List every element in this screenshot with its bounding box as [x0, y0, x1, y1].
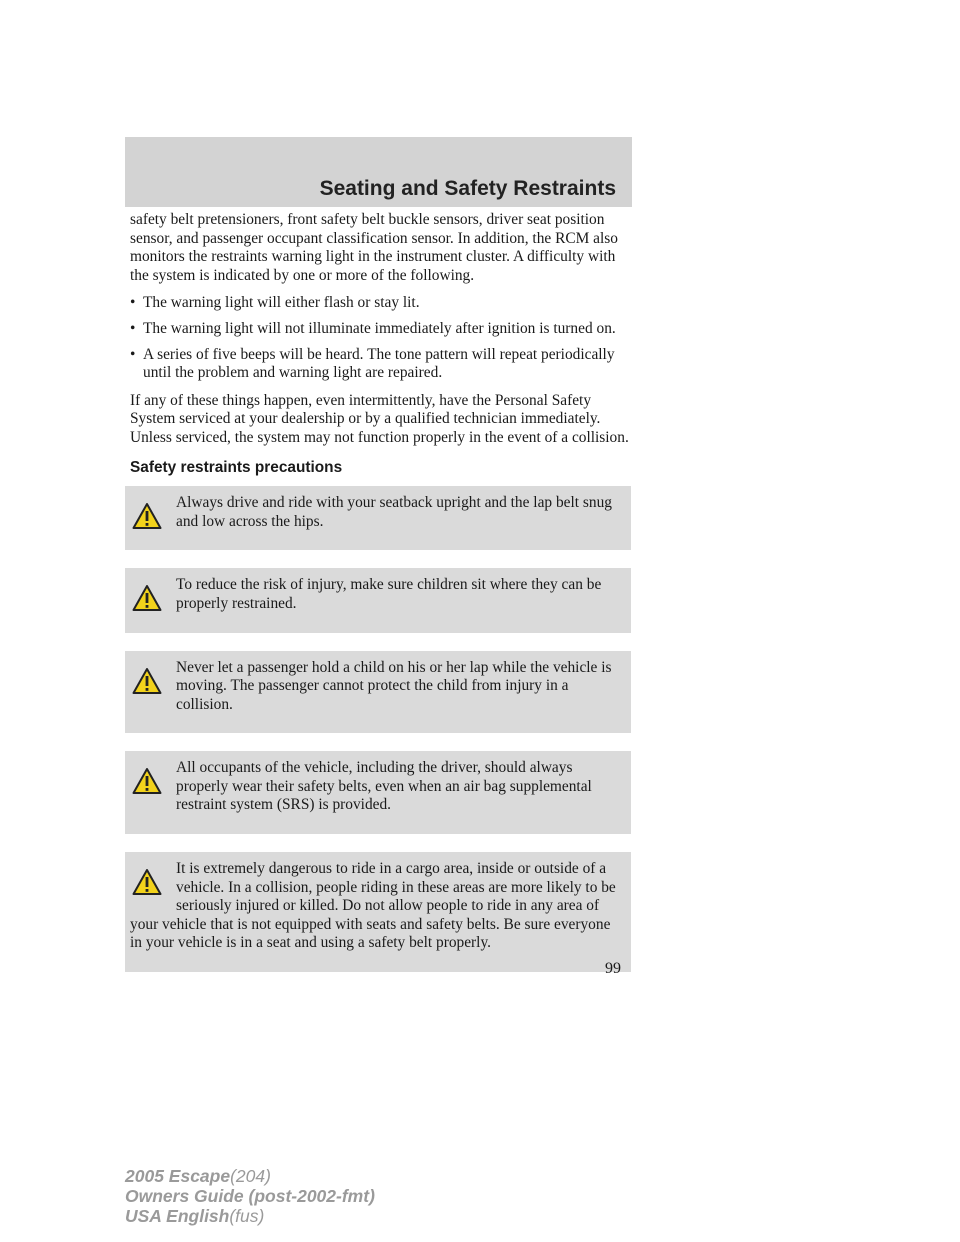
warning-triangle-icon — [132, 868, 162, 898]
warning-text: It is extremely dangerous to ride in a cargo area, inside or outside of a vehicle. In a collision, people riding in these areas are more likely to be seriously injured or killed. Do not allow people to ride in any area of your vehicle that is not equipped with seats and safety belts. Be sure everyone in your vehicle is in a seat and using a safety belt properly. — [130, 860, 616, 952]
footer-model: 2005 Escape — [125, 1166, 231, 1186]
bullet-list — [130, 294, 630, 382]
bullet-text: The warning light will not illuminate immediately after ignition is turned on. — [143, 319, 616, 337]
warning-box — [125, 486, 631, 550]
footer-line-guide — [125, 1186, 375, 1206]
bullet-symbol: • — [130, 294, 136, 312]
footer-language-code: (fus) — [229, 1206, 265, 1226]
bullet-symbol: • — [130, 345, 136, 363]
header-band — [125, 137, 632, 207]
bullet-text: A series of five beeps will be heard. The tone pattern will repeat periodically until the problem and warning light are repaired. — [143, 345, 615, 382]
footer-line-model — [125, 1166, 375, 1186]
warning-text: Always drive and ride with your seatback upright and the lap belt snug and low across the hips. — [176, 494, 612, 530]
warning-text: Never let a passenger hold a child on his or her lap while the vehicle is moving. The passenger cannot protect the child from injury in a collision. — [176, 658, 612, 713]
footer-line-language — [125, 1206, 375, 1226]
section-title: Seating and Safety Restraints — [319, 177, 616, 200]
document-footer — [125, 1166, 375, 1226]
service-paragraph: If any of these things happen, even intermittently, have the Personal Safety System serviced at your dealership or by a qualified technician immediately. Unless serviced, the system may not function properly in the event of a collision. — [130, 391, 629, 446]
footer-model-code: (204) — [230, 1166, 271, 1186]
warning-box — [125, 751, 631, 834]
bullet-item — [130, 320, 630, 339]
warning-triangle-icon — [132, 767, 162, 797]
warning-triangle-icon — [132, 502, 162, 532]
warning-text: All occupants of the vehicle, including the driver, should always properly wear their safety belts, even when an air bag supplemental restraint system (SRS) is provided. — [176, 759, 592, 814]
footer-language: USA English — [125, 1206, 230, 1226]
footer-guide: Owners Guide (post-2002-fmt) — [125, 1186, 375, 1206]
intro-paragraph: safety belt pretensioners, front safety belt buckle sensors, driver seat position sensor, and passenger occupant classification sensor. In addition, the RCM also monitors the restraints warning light in the instrument cluster. A difficulty with the system is indicated by one or more of the following. — [130, 211, 618, 284]
bullet-item — [130, 294, 630, 313]
page-number: 99 — [605, 960, 621, 977]
bullet-symbol: • — [130, 319, 136, 337]
warning-box — [125, 852, 631, 972]
page-content — [130, 211, 630, 990]
bullet-text: The warning light will either flash or stay lit. — [143, 294, 420, 312]
section-subheading: Safety restraints precautions — [130, 458, 343, 476]
bullet-item — [130, 346, 630, 383]
warning-box — [125, 651, 631, 734]
warning-triangle-icon — [132, 584, 162, 614]
warning-triangle-icon — [132, 667, 162, 697]
warning-text: To reduce the risk of injury, make sure children sit where they can be properly restrained. — [176, 576, 602, 612]
warning-box — [125, 568, 631, 632]
